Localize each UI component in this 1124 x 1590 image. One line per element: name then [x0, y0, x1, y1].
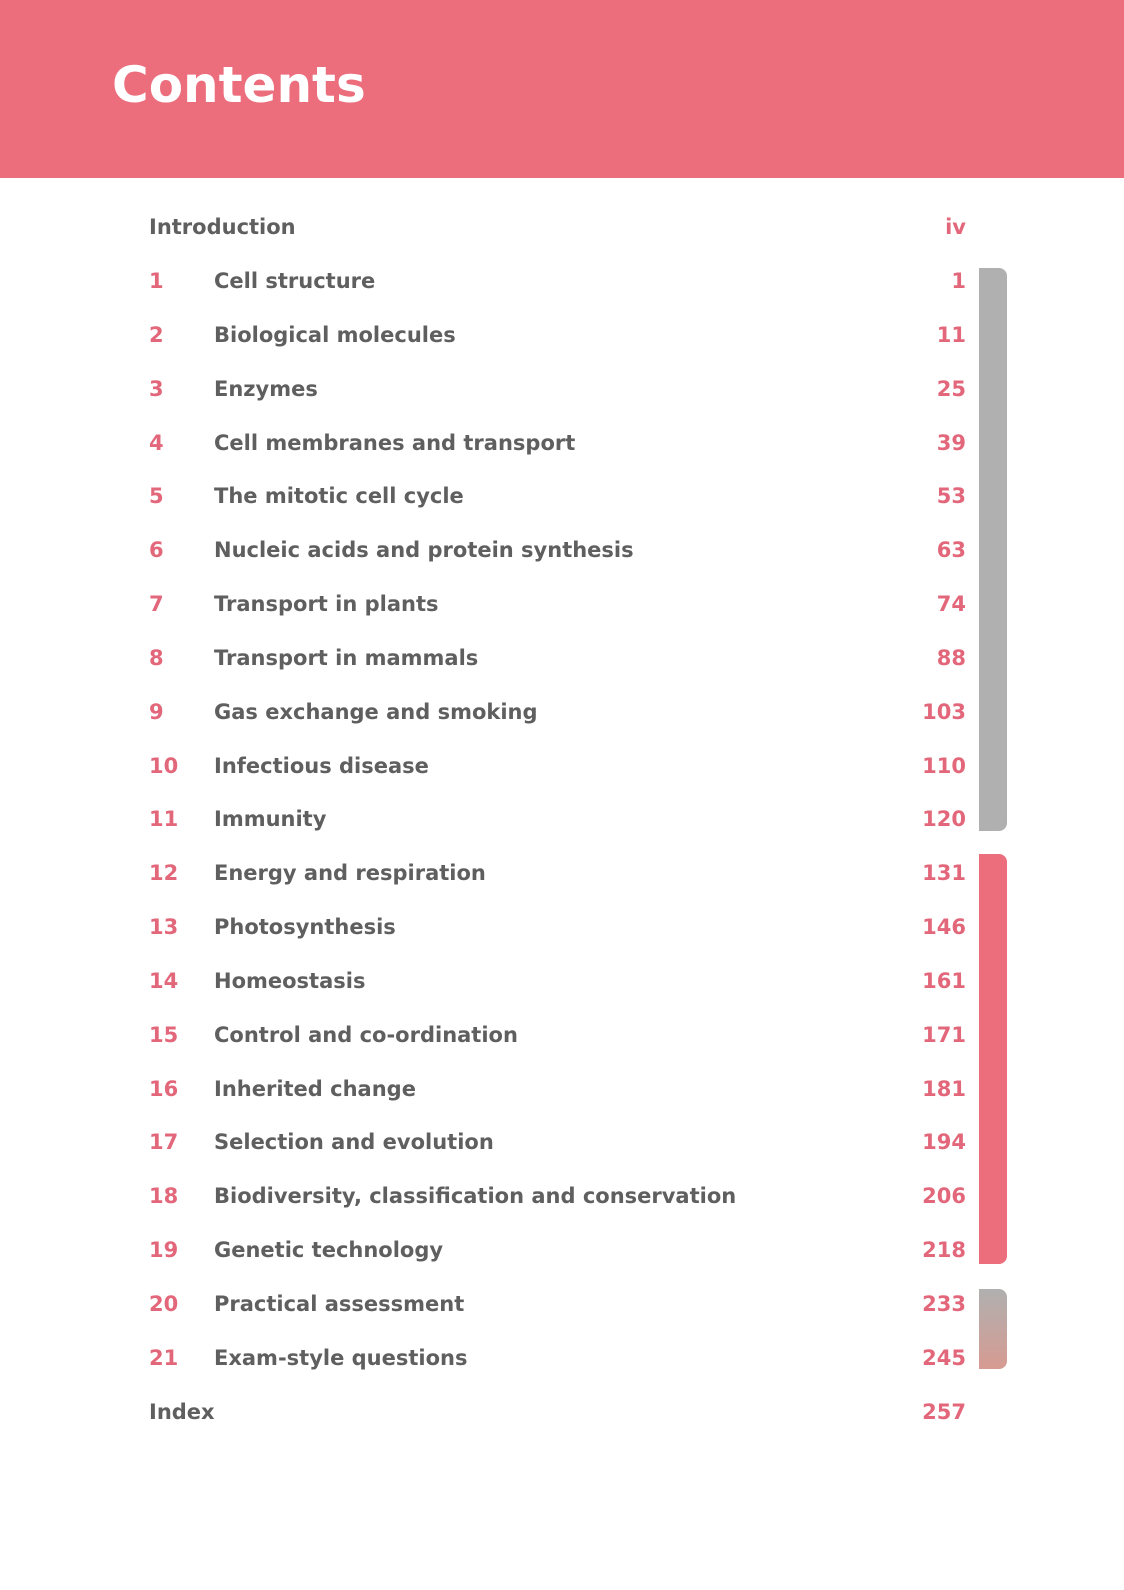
toc-page-number: iv	[945, 215, 966, 239]
toc-page-number: 53	[936, 484, 966, 508]
contents-header	[0, 0, 1124, 178]
toc-row-chapter-18[interactable]	[0, 1181, 1124, 1211]
toc-row-chapter-10[interactable]	[0, 751, 1124, 781]
toc-row-chapter-21[interactable]	[0, 1343, 1124, 1373]
chapter-title: The mitotic cell cycle	[214, 484, 464, 508]
toc-page-number: 1	[951, 269, 966, 293]
toc-row-chapter-20[interactable]	[0, 1289, 1124, 1319]
toc-page-number: 25	[936, 377, 966, 401]
chapter-title: Enzymes	[214, 377, 318, 401]
toc-row-chapter-8[interactable]	[0, 643, 1124, 673]
toc-page-number: 11	[936, 323, 966, 347]
toc-row-chapter-12[interactable]	[0, 858, 1124, 888]
toc-row-chapter-14[interactable]	[0, 966, 1124, 996]
section-tab-grey	[979, 268, 1007, 831]
chapter-number: 5	[149, 484, 164, 508]
toc-title: Introduction	[149, 215, 296, 239]
toc-page-number: 74	[936, 592, 966, 616]
chapter-number: 7	[149, 592, 164, 616]
chapter-number: 20	[149, 1292, 179, 1316]
toc-row-chapter-9[interactable]	[0, 697, 1124, 727]
toc-row-chapter-5[interactable]	[0, 481, 1124, 511]
toc-row-chapter-13[interactable]	[0, 912, 1124, 942]
chapter-number: 1	[149, 269, 164, 293]
chapter-number: 14	[149, 969, 179, 993]
chapter-title: Infectious disease	[214, 754, 429, 778]
page-title: Contents	[112, 56, 366, 114]
chapter-title: Photosynthesis	[214, 915, 396, 939]
toc-row-chapter-7[interactable]	[0, 589, 1124, 619]
toc-row-introduction[interactable]	[0, 212, 1124, 242]
toc-title: Index	[149, 1400, 215, 1424]
toc-row-chapter-19[interactable]	[0, 1235, 1124, 1265]
chapter-number: 8	[149, 646, 164, 670]
chapter-number: 12	[149, 861, 179, 885]
chapter-title: Energy and respiration	[214, 861, 486, 885]
chapter-number: 16	[149, 1077, 179, 1101]
toc-page-number: 218	[922, 1238, 966, 1262]
toc-page-number: 181	[922, 1077, 966, 1101]
chapter-title: Immunity	[214, 807, 327, 831]
toc-row-chapter-1[interactable]	[0, 266, 1124, 296]
toc-page-number: 103	[922, 700, 966, 724]
toc-row-chapter-15[interactable]	[0, 1020, 1124, 1050]
toc-page-number: 245	[922, 1346, 966, 1370]
toc-page-number: 88	[936, 646, 966, 670]
chapter-title: Genetic technology	[214, 1238, 444, 1262]
chapter-title: Cell membranes and transport	[214, 431, 576, 455]
toc-page-number: 39	[936, 431, 966, 455]
chapter-number: 13	[149, 915, 179, 939]
toc-row-chapter-17[interactable]	[0, 1127, 1124, 1157]
chapter-number: 4	[149, 431, 164, 455]
chapter-title: Transport in plants	[214, 592, 439, 616]
chapter-title: Biological molecules	[214, 323, 456, 347]
chapter-title: Nucleic acids and protein synthesis	[214, 538, 634, 562]
toc-row-chapter-2[interactable]	[0, 320, 1124, 350]
toc-row-index[interactable]	[0, 1397, 1124, 1427]
chapter-number: 21	[149, 1346, 179, 1370]
chapter-number: 10	[149, 754, 179, 778]
chapter-title: Exam-style questions	[214, 1346, 468, 1370]
toc-page-number: 194	[922, 1130, 966, 1154]
toc-row-chapter-6[interactable]	[0, 535, 1124, 565]
toc-page-number: 146	[922, 915, 966, 939]
chapter-title: Biodiversity, classification and conservation	[214, 1184, 737, 1208]
toc-page-number: 206	[922, 1184, 966, 1208]
toc-page-number: 161	[922, 969, 966, 993]
chapter-number: 6	[149, 538, 164, 562]
toc-page-number: 131	[922, 861, 966, 885]
chapter-number: 3	[149, 377, 164, 401]
chapter-title: Cell structure	[214, 269, 376, 293]
chapter-title: Control and co-ordination	[214, 1023, 518, 1047]
chapter-title: Practical assessment	[214, 1292, 465, 1316]
chapter-number: 18	[149, 1184, 179, 1208]
chapter-number: 11	[149, 807, 179, 831]
chapter-number: 19	[149, 1238, 179, 1262]
chapter-number: 15	[149, 1023, 179, 1047]
chapter-title: Inherited change	[214, 1077, 416, 1101]
toc-row-chapter-16[interactable]	[0, 1074, 1124, 1104]
chapter-title: Homeostasis	[214, 969, 366, 993]
toc-page-number: 257	[922, 1400, 966, 1424]
toc-page-number: 233	[922, 1292, 966, 1316]
chapter-number: 9	[149, 700, 164, 724]
chapter-title: Gas exchange and smoking	[214, 700, 538, 724]
toc-page-number: 171	[922, 1023, 966, 1047]
toc-row-chapter-4[interactable]	[0, 428, 1124, 458]
toc-row-chapter-3[interactable]	[0, 374, 1124, 404]
section-tab-pink	[979, 854, 1007, 1264]
chapter-number: 2	[149, 323, 164, 347]
chapter-title: Transport in mammals	[214, 646, 479, 670]
chapter-title: Selection and evolution	[214, 1130, 494, 1154]
toc-row-chapter-11[interactable]	[0, 804, 1124, 834]
toc-page-number: 110	[922, 754, 966, 778]
toc-page-number: 63	[936, 538, 966, 562]
section-tab-gradient	[979, 1289, 1007, 1369]
toc-page-number: 120	[922, 807, 966, 831]
chapter-number: 17	[149, 1130, 179, 1154]
